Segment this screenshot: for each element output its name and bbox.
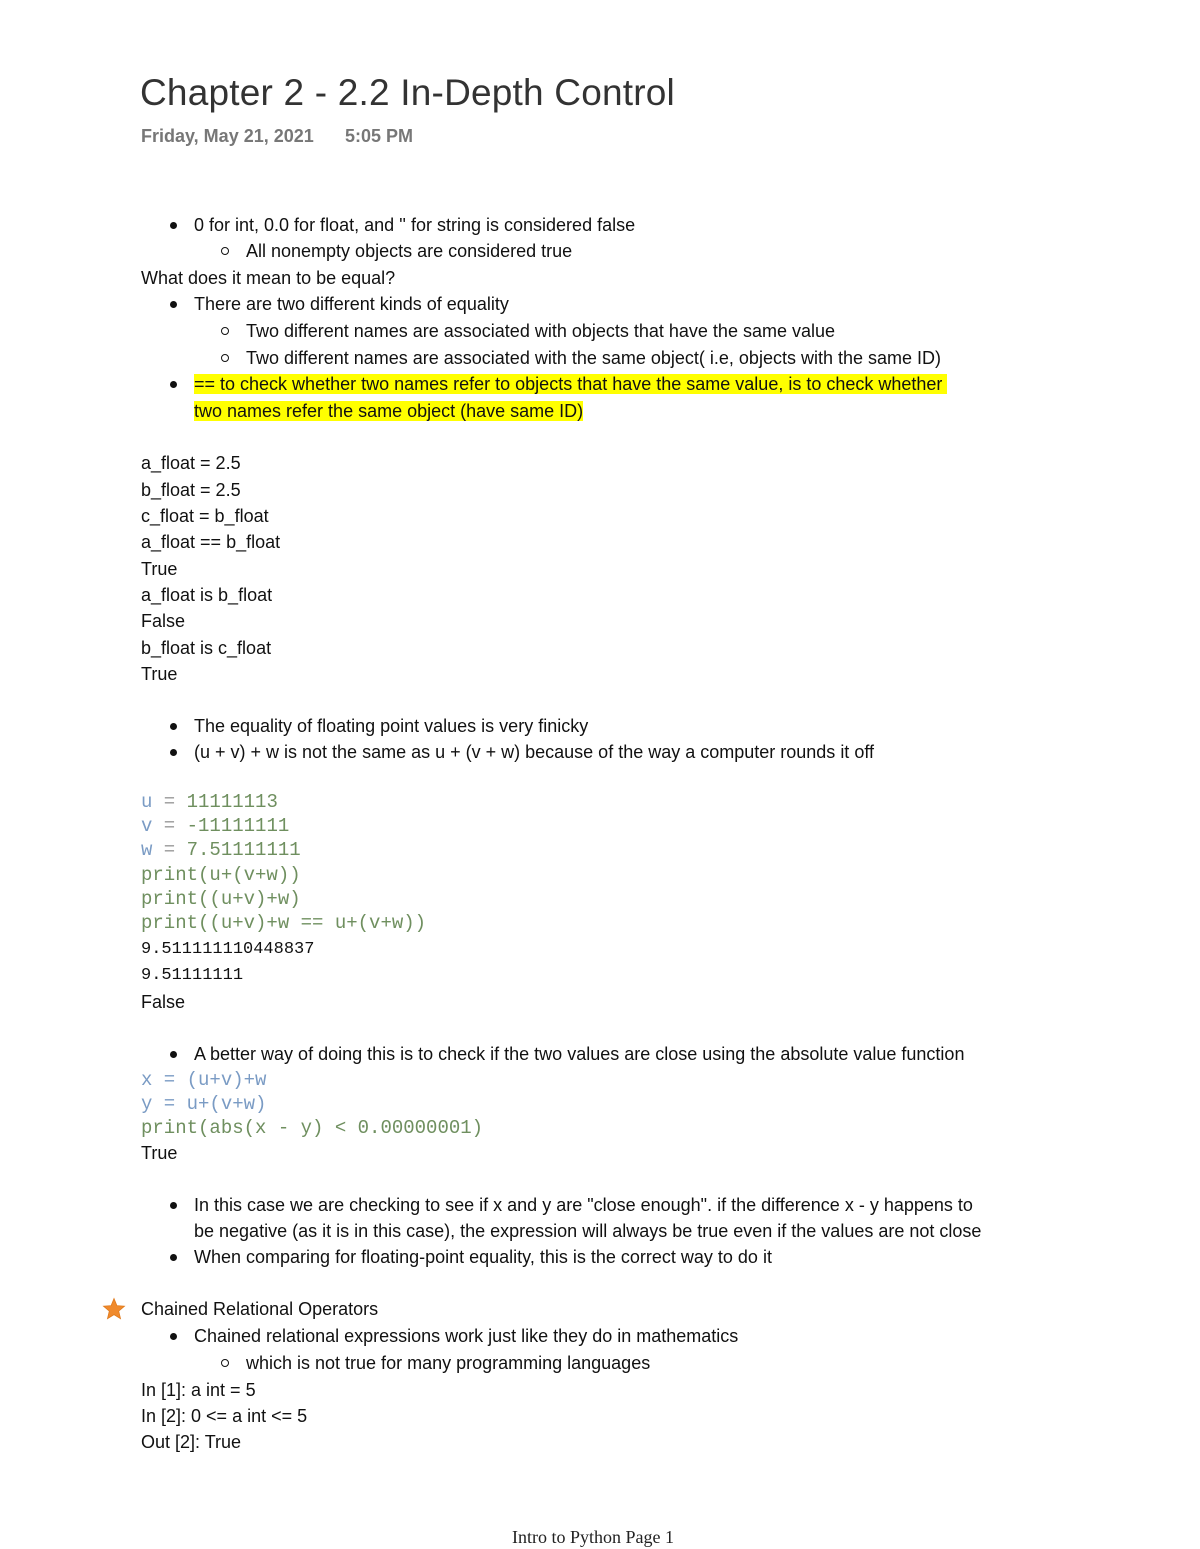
chained-sub: which is not true for many programming languages [246,1353,651,1373]
code-y-line: y = u+(v+w) [141,1093,267,1115]
highlighted-text: two names refer the same object (have same ID) [194,401,584,421]
bullet-icon [170,222,177,229]
chained-bullet: Chained relational expressions work just like they do in mathematics [194,1326,739,1346]
equality-sub2: Two different names are associated with the same object( i.e, objects with the same ID) [246,348,941,368]
highlight-line2 [194,399,583,423]
float-line: False [141,611,186,631]
code-abs-print: print(abs(x - y) < 0.00000001) [141,1117,484,1139]
chained-out2: Out [2]: True [141,1432,242,1452]
equality-sub1: Two different names are associated with objects that have the same value [246,321,835,341]
bullet-icon [170,1254,177,1261]
code-output2: 9.51111111 [141,966,244,985]
sub-bullet-icon [221,247,229,255]
bullet-icon [170,301,177,308]
bullet-icon [170,723,177,730]
code-output1: 9.511111110448837 [141,940,315,959]
close-bullet1-line2: be negative (as it is in this case), the expression will always be true even if the values are not close [194,1221,982,1241]
bullet-icon [170,1333,177,1340]
highlighted-text: == to check whether two names refer to objects that have the same value, is to check whether [194,374,943,394]
close-bullet1-line1: In this case we are checking to see if x and y are "close enough". if the difference x - y happens to [194,1195,973,1215]
float-line: a_float == b_float [141,532,281,552]
sub-bullet-icon [221,327,229,335]
bullet-icon [170,749,177,756]
sub-bullet-icon [221,354,229,362]
page-footer: Intro to Python Page 1 [512,1527,674,1547]
sub-bullet-icon [221,1359,229,1367]
code-line-w: w = 7.51111111 [141,839,301,861]
float-line: c_float = b_float [141,506,269,526]
chained-in1: In [1]: a int = 5 [141,1380,256,1400]
code-line-v: v = -11111111 [141,815,290,837]
code-output3: False [141,992,186,1012]
falsy-sub: All nonempty objects are considered true [246,241,573,261]
float-line: a_float = 2.5 [141,453,241,473]
page-date: Friday, May 21, 2021 [141,126,314,146]
code-line-u: u = 11111113 [141,791,278,813]
better-bullet: A better way of doing this is to check if the two values are close using the absolute value function [194,1044,965,1064]
code-x-line: x = (u+v)+w [141,1069,267,1091]
float-line: b_float = 2.5 [141,480,241,500]
equality-bullet: There are two different kinds of equality [194,294,509,314]
bullet-icon [170,1202,177,1209]
bullet-icon [170,1051,177,1058]
highlight-line1 [194,372,947,396]
float-line: True [141,664,178,684]
falsy-bullet: 0 for int, 0.0 for float, and '' for string is considered false [194,215,636,235]
float-line: a_float is b_float [141,585,273,605]
chained-in2: In [2]: 0 <= a int <= 5 [141,1406,308,1426]
float-line: b_float is c_float [141,638,272,658]
page-time: 5:05 PM [345,126,414,146]
better-output: True [141,1143,178,1163]
star-icon [102,1297,126,1321]
code-print1: print(u+(v+w)) [141,864,301,886]
chained-heading: Chained Relational Operators [141,1299,379,1319]
code-print3: print((u+v)+w == u+(v+w)) [141,912,427,934]
float-line: True [141,559,178,579]
bullet-icon [170,381,177,388]
finicky-bullet1: The equality of floating point values is very finicky [194,716,589,736]
equal-question: What does it mean to be equal? [141,268,396,288]
finicky-bullet2: (u + v) + w is not the same as u + (v + w) because of the way a computer rounds it off [194,742,875,762]
page-title: Chapter 2 - 2.2 In-Depth Control [140,72,675,113]
close-bullet2: When comparing for floating-point equality, this is the correct way to do it [194,1247,772,1267]
code-print2: print((u+v)+w) [141,888,301,910]
